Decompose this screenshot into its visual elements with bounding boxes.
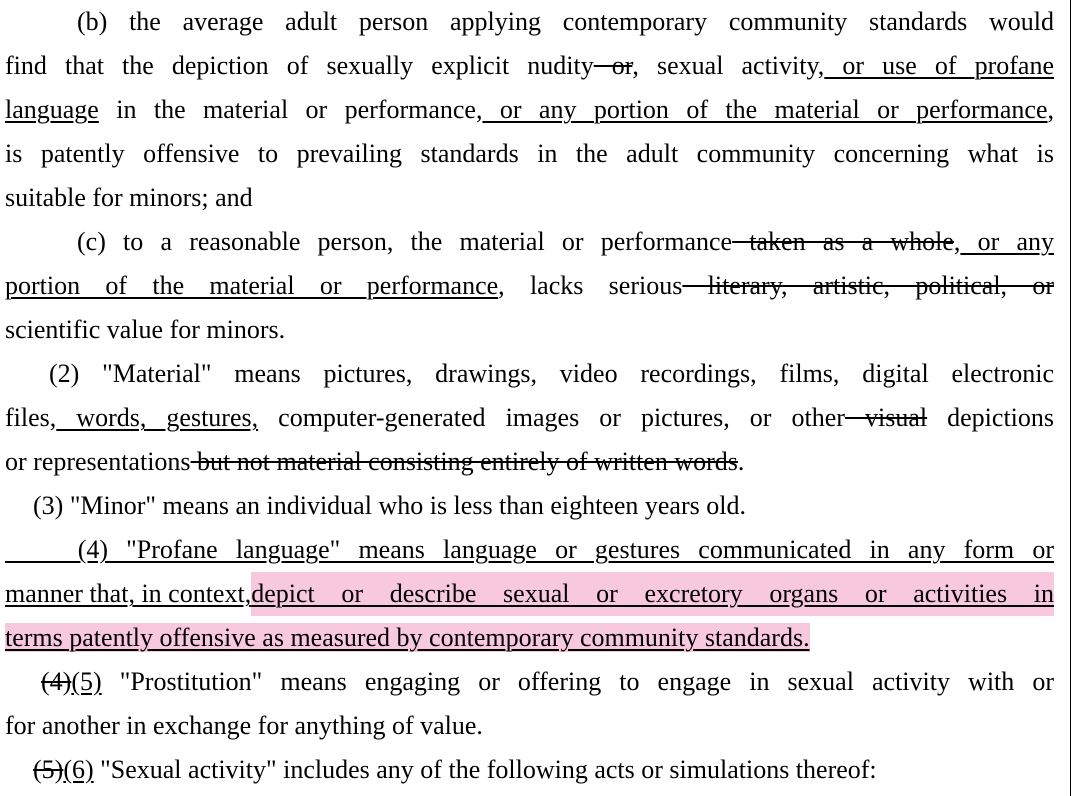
inserted-text: or use of profane <box>824 51 1055 80</box>
para-2-line-3: or representations but not material consisting entirely of written words. <box>5 447 745 476</box>
para-4-line-3 <box>5 616 1054 660</box>
struck-text: literary, artistic, political, or <box>682 271 1054 300</box>
struck-text: or <box>593 51 633 80</box>
inserted-text: or any portion of the material or performance <box>482 95 1048 124</box>
highlighted-text: depict or describe sexual or excretory organs or activities in <box>251 572 1054 616</box>
struck-text: (5) <box>33 755 64 784</box>
para-3-line-1: (3) "Minor" means an individual who is less than eighteen years old. <box>33 491 746 520</box>
para-c-line-3: scientific value for minors. <box>5 315 286 344</box>
para-c-line-2: portion of the material or performance, lacks serious literary, artistic, political, or <box>5 271 1054 300</box>
para-b-line-3: language in the material or performance, or any portion of the material or performance, <box>5 95 1054 124</box>
struck-text: but not material consisting entirely of written words <box>190 447 738 476</box>
para-5-line-1: (4)(5) "Prostitution" means engaging or offering to engage in sexual activity with or <box>41 667 1054 696</box>
inserted-text: words, <box>56 403 147 432</box>
inserted-text: (6) <box>63 755 94 784</box>
struck-text: (4) <box>41 667 72 696</box>
inserted-text: (4) "Profane language" means language or gestures communicated in any form or <box>5 535 1054 564</box>
para-4-line-1 <box>5 528 1054 572</box>
para-2-line-2: files, words, gestures, computer-generated images or pictures, or other visual depictions <box>5 403 1055 432</box>
struck-text: taken as a whole <box>732 227 954 256</box>
inserted-text: language <box>5 95 99 124</box>
para-b-line-2: find that the depiction of sexually explicit nudity or, sexual activity, or use of profane <box>5 51 1055 80</box>
highlighted-text: terms patently offensive as measured by contemporary community standards. <box>5 623 810 652</box>
para-b-line-5: suitable for minors; and <box>5 183 253 212</box>
para-c-line-1: (c) to a reasonable person, the material or performance taken as a whole, or any <box>77 227 1054 256</box>
inserted-text: manner that, in context, <box>5 579 252 608</box>
inserted-text: (5) <box>71 667 102 696</box>
para-4-line-2 <box>5 572 1054 616</box>
struck-text: visual <box>844 403 928 432</box>
page-edge-rule <box>1070 0 1071 796</box>
inserted-text: or any <box>960 227 1054 256</box>
para-b-line-4: is patently offensive to prevailing standards in the adult community concerning what is <box>5 139 1054 168</box>
inserted-text: gestures, <box>146 403 259 432</box>
inserted-text: portion of the material or performance <box>5 271 499 300</box>
para-b-line-1: (b) the average adult person applying contemporary community standards would <box>77 7 1054 36</box>
para-6-line-1: (5)(6) "Sexual activity" includes any of the following acts or simulations thereof: <box>33 755 877 784</box>
para-2-line-1: (2) "Material" means pictures, drawings, video recordings, films, digital electronic <box>49 359 1054 388</box>
statute-text <box>5 0 1054 792</box>
para-5-line-2: for another in exchange for anything of value. <box>5 711 483 740</box>
